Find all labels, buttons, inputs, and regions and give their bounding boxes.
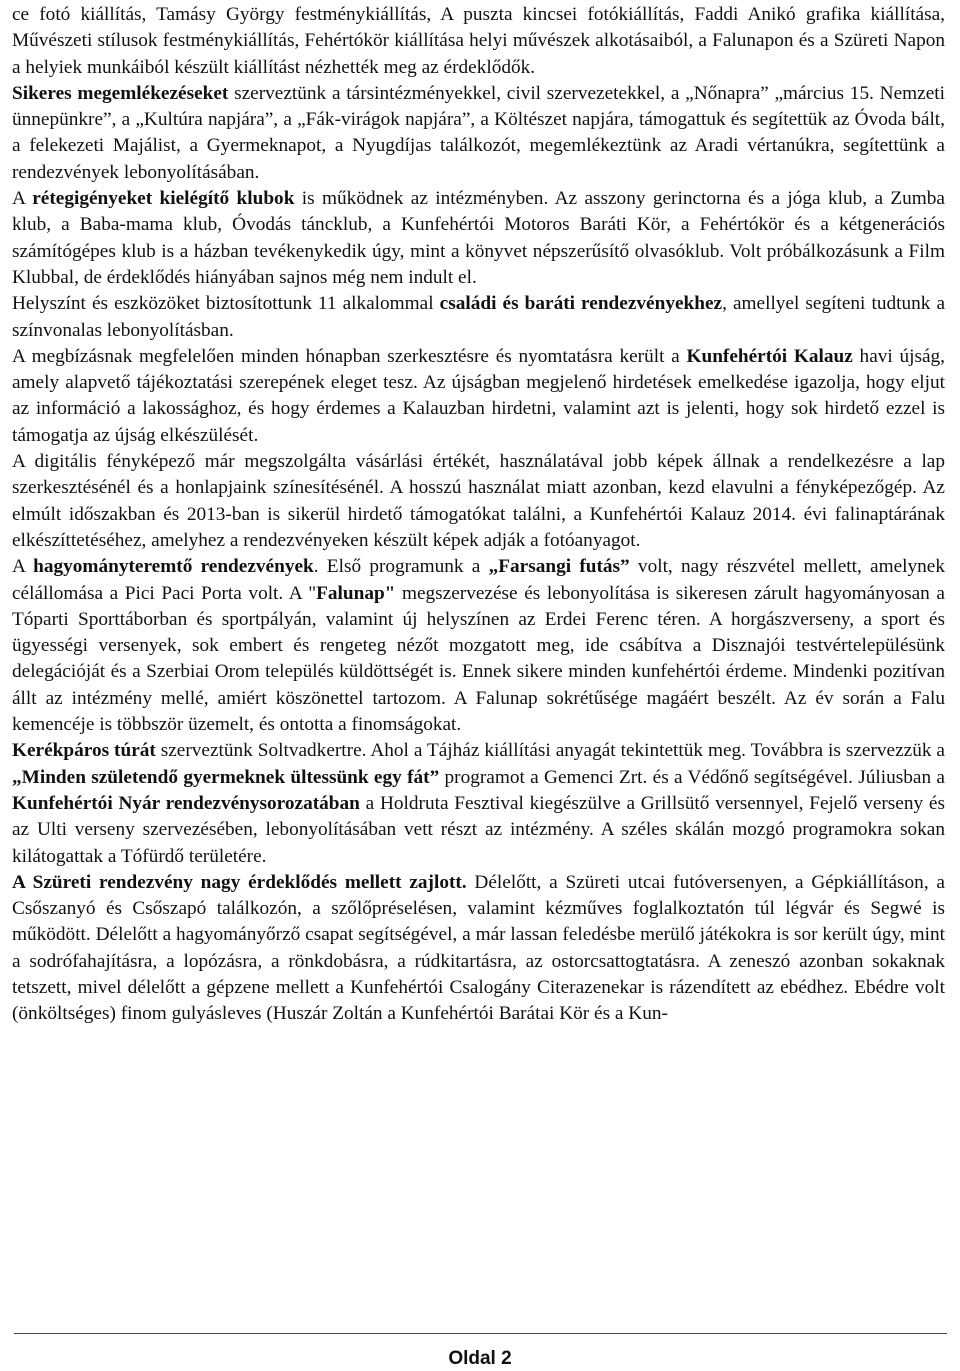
text-run: is működnek az intézményben. Az asszony gerinctorna és a jóga klub, a Zumba klub, a Baba-mama klub, Óvodás táncklub, a Kunfehértói Motoros Baráti Kör, a Fehértókör és a kétgenerációs számítógépes klub is a házban tevékenykedik úgy, mint a könyvet népszerűsítő olvasóklub. Volt próbálkozásunk a Film Klubbal, de érdeklődés hiányában sajnos még nem indult el. <box>12 188 945 288</box>
text-run: ce fotó kiállítás, Tamásy György festménykiállítás, A puszta kincsei fotókiállítás, Faddi Anikó grafika kiállítása, Művészeti stílusok festménykiállítás, Fehértókör kiállítása helyi művészek alkotásaiból, a Falunapon és a Szüreti Napon a helyiek munkáiból készült kiállítást nézhették meg az érdeklődők. <box>12 4 945 78</box>
paragraph <box>12 738 945 869</box>
bold-text-run: Kerékpáros túrát <box>12 740 156 762</box>
text-run: A megbízásnak megfelelően minden hónapban szerkesztésre és nyomtatásra került a <box>12 345 687 367</box>
bold-text-run: „Minden születendő gyermeknek ültessünk egy fát” <box>12 766 440 788</box>
text-run: A <box>12 556 34 578</box>
paragraph <box>12 186 945 291</box>
text-run: megszervezése és lebonyolítása is sikeresen zárult hagyományosan a Tóparti Sporttáborban és sportpályán, valamint új helyszínen az Erdei Ferenc téren. A horgászverseny, a sport és ügyességi versenyek, sok embert és rengeteg nézőt mozgatott meg, ide csábítva a Disznajói testvértelepülésünk delegációját és a Szerbiai Orom település küldöttségét is. Ennek sikere minden kunfehértói érdeme. Mindenki pozitívan állt az intézmény mellé, amiért köszönettel tartozom. A Falunap sokrétűsége magáért beszélt. Az év során a Falu kemencéje is többször üzemelt, és ontotta a finomságokat. <box>12 582 945 736</box>
bold-text-run: családi és baráti rendezvényekhez <box>439 293 723 315</box>
text-run: Helyszínt és eszközöket biztosítottunk 11 alkalommal <box>12 293 440 315</box>
bold-text-run: A Szüreti rendezvény nagy érdeklődés mellett zajlott. <box>12 871 467 893</box>
paragraph <box>12 554 945 738</box>
text-run: , amellyel segíteni tudtunk a színvonalas lebonyolításban. <box>12 293 946 341</box>
paragraph <box>12 291 945 344</box>
bold-text-run: Kunfehértói Kalauz <box>686 345 853 367</box>
text-run: a Holdruta Fesztival kiegészülve a Grillsütő versennyel, Fejelő verseny és az Ulti verseny szervezésében, lebonyolításában vett részt az intézmény. A széles skálán mozgó programokra sokan kilátogattak a Tófürdő területére. <box>12 792 945 867</box>
bold-text-run: Sikeres megemlékezéseket <box>12 82 229 104</box>
document-body <box>12 2 945 1028</box>
paragraph <box>12 344 945 449</box>
footer-divider <box>14 1333 947 1334</box>
paragraph <box>12 870 945 1028</box>
text-run: szerveztünk a társintézményekkel, civil szervezetekkel, a „Nőnapra” „március 15. Nemzeti ünnepünkre”, a „Kultúra napjára”, a „Fák-virágok napjára”, a Költészet napjára, támogattuk és segítettük az Óvoda bált, a felekezeti Majálist, a Gyermeknapot, a Nyugdíjas találkozót, megemlékeztünk az Aradi vértanúkra, segítettünk a rendezvények lebonyolításában. <box>12 82 945 183</box>
text-run: szerveztünk Soltvadkertre. Ahol a Tájház kiállítási anyagát tekintettük meg. Továbbra is szervezzük a <box>155 740 945 762</box>
bold-text-run: hagyományteremtő rendezvények <box>33 556 314 578</box>
text-run: havi újság, amely alapvető tájékoztatási szerepének eleget tesz. Az újságban megjelenő hirdetések emelkedése igazolja, hogy eljut az információ a lakossághoz, és hogy érdemes a Kalauzban hirdetni, valamint azt is jelenti, hogy sok hirdető ezzel is támogatja az újság elkészülését. <box>12 345 945 446</box>
text-run: programot a Gemenci Zrt. és a Védőnő segítségével. Júliusban a <box>439 766 945 788</box>
paragraph <box>12 81 945 186</box>
text-run: A <box>12 188 33 210</box>
page-number: Oldal 2 <box>448 1348 512 1369</box>
text-run: volt, nagy részvétel mellett, amelynek célállomása a Pici Paci Porta volt. A " <box>12 556 945 604</box>
bold-text-run: Kunfehértói Nyár rendezvénysorozatában <box>12 792 360 814</box>
bold-text-run: „Farsangi futás” <box>488 556 630 578</box>
paragraph <box>12 2 945 81</box>
paragraph <box>12 449 945 554</box>
text-run: . Első programunk a <box>313 556 489 578</box>
text-run: A digitális fényképező már megszolgálta vásárlási értékét, használatával jobb képek állnak a rendelkezésre a lap szerkesztésénél és a honlapjaink színesítésénél. A hosszú használat miatt azonban, kezd elavulni a fényképezőgép. Az elmúlt időszakban és 2013-ban is sikerül hirdető támogatókat találni, a Kunfehértói Kalauz 2014. évi falinaptárának elkészíttetéséhez, amelyhez a rendezvényeken készült képek adják a fotóanyagot. <box>12 451 945 551</box>
bold-text-run: rétegigényeket kielégítő klubok <box>32 188 295 210</box>
text-run: Délelőtt, a Szüreti utcai futóversenyen, a Gépkiállításon, a Csőszanyó és Csőszapó találkozón, a szőlőpréselésen, valamint kézműves foglalkoztatón túl légvár és Segwé is működött. Délelőtt a hagyományőrző csapat segítségével, a már lassan feledésbe merülő játékokra is sor került úgy, mint a sodrófahajításra, a lopózásra, a rönkdobásra, a rúdkitartásra, az ostorcsattogtatásra. A zeneszó azonban sokaknak tetszett, mivel délelőtt a gépzene mellett a Kunfehértói Csalogány Citerazenekar is rázendített az ebédhez. Ebédre volt (önköltséges) finom gulyásleves (Huszár Zoltán a Kunfehértói Barátai Kör és a Kun- <box>12 871 945 1025</box>
bold-text-run: Falunap" <box>316 582 396 604</box>
